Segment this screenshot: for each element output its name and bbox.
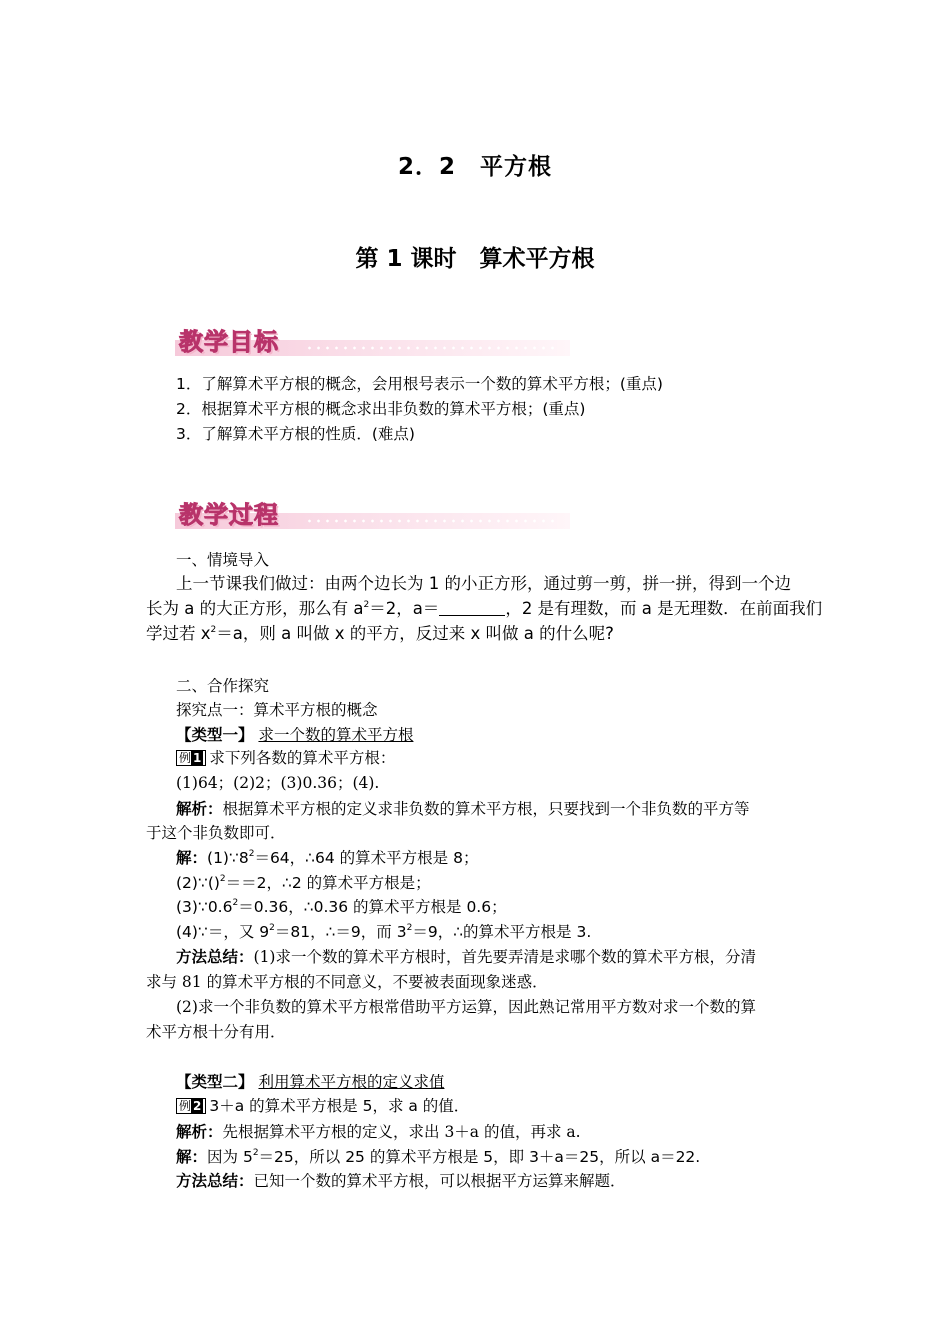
goals-banner — [175, 322, 570, 356]
intro-line: 长为 a 的大正方形，那么有 $a^2=2$，a＝ ，2 是有理数，而 a 是无理数．在前面我们 — [146, 599, 823, 618]
solution-line: (2)∵()$^2$＝＝2，∴2 的算术平方根是； — [176, 874, 431, 892]
process-banner-label: 教学过程 — [179, 501, 279, 529]
solution-line: (4)∵＝，又 $9^2=81$，∴＝9，而 $3^2=9$，∴的算术平方根是 3. — [176, 923, 592, 941]
method-summary-cont: 术平方根十分有用． — [146, 1023, 286, 1041]
method-summary-cont: 求与 81 的算术平方根的不同意义，不要被表面现象迷惑． — [146, 973, 548, 991]
example2-analysis: 解析：先根据算术平方根的定义，求出 3＋a 的值，再求 a. — [176, 1123, 581, 1141]
method-summary: 方法总结：(1)求一个数的算术平方根时，首先要弄清是求哪个数的算术平方根，分清 — [176, 948, 756, 966]
section-title: 2．2 平方根 — [397, 154, 552, 180]
intro-line: 学过若 $x^2=a$，则 a 叫做 x 的平方，反过来 x 叫做 a 的什么呢? — [146, 624, 614, 643]
example1: 例 1 求下列各数的算术平方根： — [176, 748, 395, 768]
example2-solution: 解：因为 $5^2=25$，所以 25 的算术平方根是 5，即 3＋a＝25，所以 a＝22. — [176, 1148, 701, 1166]
example-badge: 例 2 — [176, 1098, 206, 1114]
method-summary-2: 方法总结：已知一个数的算术平方根，可以根据平方运算来解题． — [176, 1172, 626, 1190]
example2: 例 2 3＋a 的算术平方根是 5，求 a 的值． — [176, 1096, 469, 1116]
answer-blank[interactable] — [439, 601, 505, 616]
goal-item: 3．了解算术平方根的性质．(难点) — [176, 425, 415, 443]
banner-dots — [305, 518, 555, 524]
type2-heading: 【类型二】 利用算术平方根的定义求值 — [176, 1073, 445, 1091]
solution-line: $(3)\because 0.6^2=0.36$，∴0.36 的算术平方根是 0.6； — [176, 898, 507, 916]
type1-heading: 【类型一】 求一个数的算术平方根 — [176, 726, 414, 744]
goal-item: 1．了解算术平方根的概念，会用根号表示一个数的算术平方根；(重点) — [176, 375, 663, 393]
explore-point: 探究点一：算术平方根的概念 — [176, 701, 378, 719]
process-banner — [175, 495, 570, 529]
example1-items: (1)64；(2)2；(3)0.36；(4). — [176, 774, 380, 792]
example-badge: 例 1 — [176, 750, 206, 766]
solution-line: 解：$(1)\because 8^2=64$，∴64 的算术平方根是 8； — [176, 849, 479, 867]
example1-analysis-cont: 于这个非负数即可． — [146, 824, 286, 842]
intro-line: 上一节课我们做过：由两个边长为 1 的小正方形，通过剪一剪，拼一拼，得到一个边 — [176, 574, 791, 593]
goals-banner-label: 教学目标 — [179, 328, 279, 356]
explore-heading: 二、合作探究 — [176, 677, 270, 695]
lesson-title: 第 1 课时 算术平方根 — [355, 246, 595, 272]
intro-heading: 一、情境导入 — [176, 551, 270, 569]
banner-dots — [305, 345, 555, 351]
method-summary-cont: (2)求一个非负数的算术平方根常借助平方运算，因此熟记常用平方数对求一个数的算 — [176, 998, 756, 1016]
example1-analysis: 解析：根据算术平方根的定义求非负数的算术平方根，只要找到一个非负数的平方等 — [176, 800, 750, 818]
goal-item: 2．根据算术平方根的概念求出非负数的算术平方根；(重点) — [176, 400, 586, 418]
